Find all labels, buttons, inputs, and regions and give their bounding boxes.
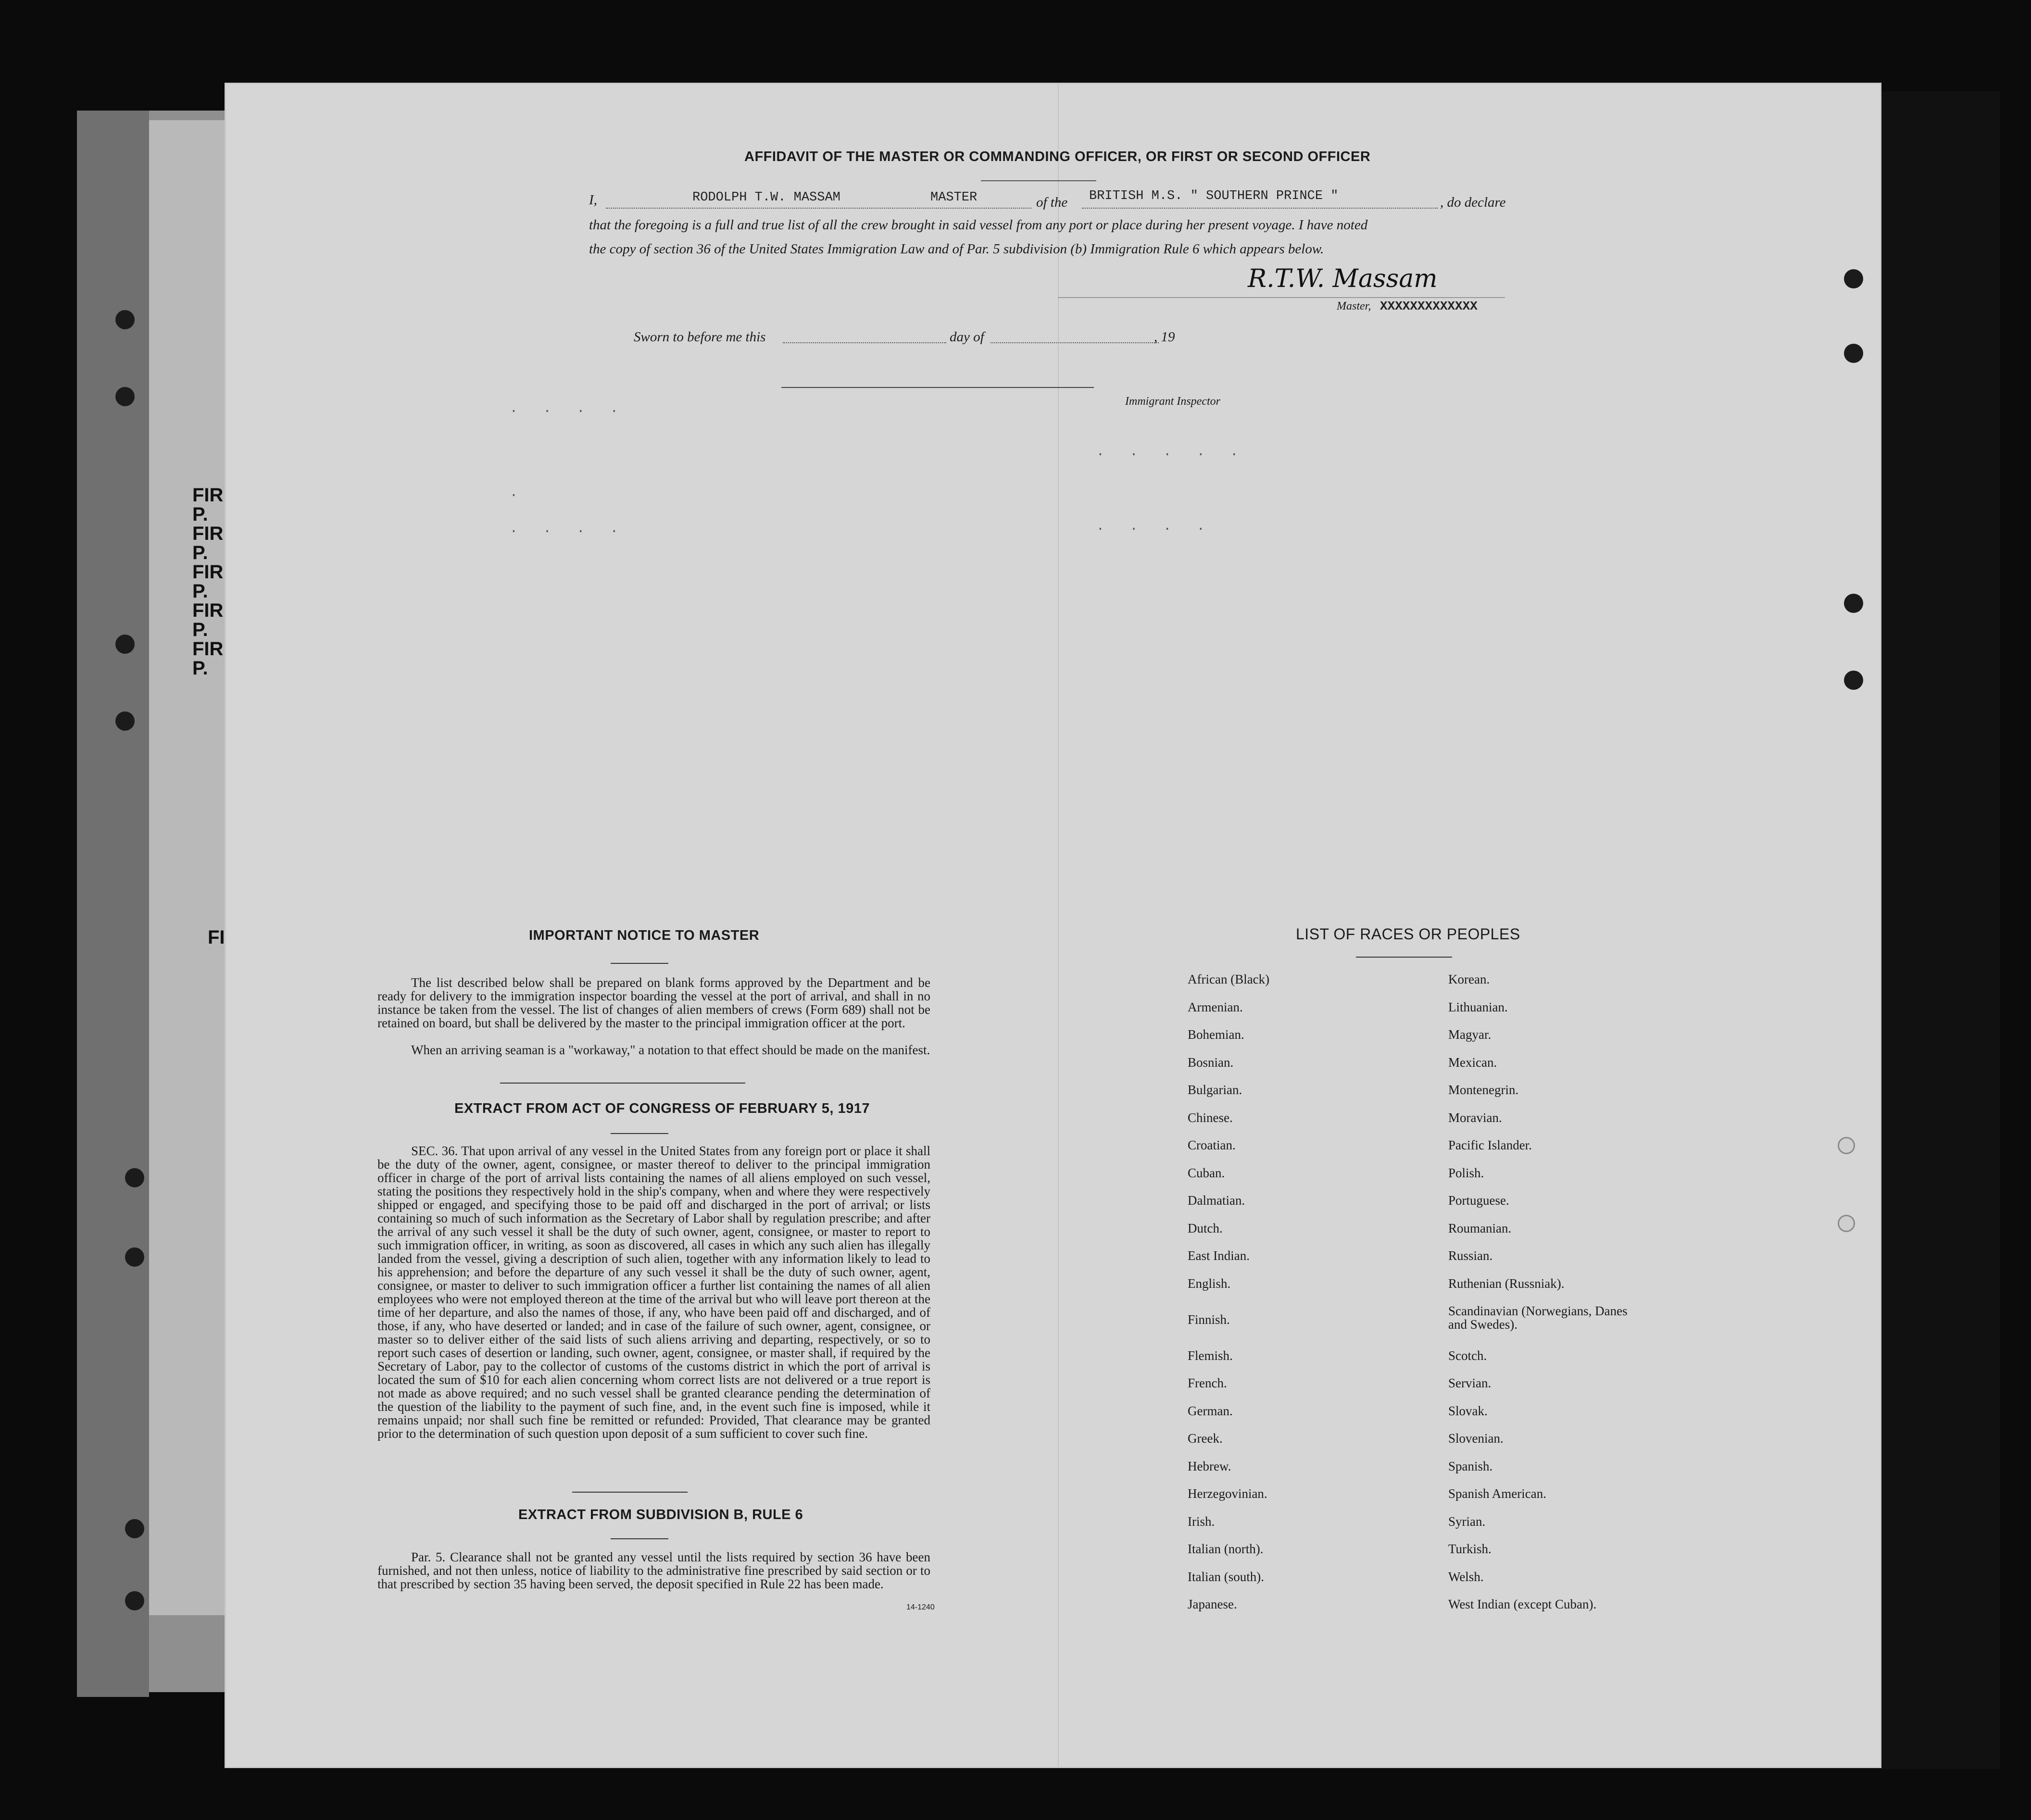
affidavit-title: AFFIDAVIT OF THE MASTER OR COMMANDING OFFICER, OR FIRST OR SECOND OFFICER	[744, 149, 1371, 164]
year-label: , 19	[1154, 329, 1175, 345]
divider	[611, 1538, 668, 1539]
race-item: Greek.	[1188, 1431, 1223, 1446]
master-name: RODOLPH T.W. MASSAM	[692, 190, 840, 205]
punch-hole	[1844, 594, 1863, 613]
act-extract-text: SEC. 36. That upon arrival of any vessel in the United States from any foreign port or place it shall be the duty of the owner, agent, consignee, or master thereof to deliver to the principal immigration officer in charge of the port of arrival lists containing the names of all aliens employed on such vessel, stating the positions they respectively hold in the ship's company, when and where they were respectively shipped or engaged, and specifying those to be paid off and discharged in the port of arrival; or lists containing so much of such information as the Secretary of Labor shall by regulation prescribe; and after the arrival of any such vessel it shall be the duty of such owner, agent, consignee, or master to report to such immigration officer, in writing, as soon as discovered, all cases in which any such alien has illegally landed from the vessel, giving a description of such alien, together with any information likely to lead to his apprehension; and before the departure of any such vessel it shall be the duty of such owner, agent, consignee, or master to deliver to such immigration officer a further list containing the names of all alien employees who were not employed thereon at the time of the arrival but who will leave port thereon at the time of her departure, and also the names of those, if any, who have been paid off and discharged, and of those, if any, who have deserted or landed; and in case of the failure of such owner, agent, consignee, or master so to deliver either of the said lists of such aliens arriving and departing, respectively, or so to report such cases of desertion or landing, such owner, agent, consignee, or master shall, if required by the Secretary of Labor, pay to the collector of customs of the customs district in which the port of arrival is located the sum of $10 for each alien concerning whom correct lists are not delivered or a true report is not made as above required; and no such vessel shall be granted clearance pending the determination of the question of the liability to the payment of such fine, and, in the event such fine is imposed, while it remains unpaid; nor shall such fine be remitted or refunded: Provided, That clearance may be granted prior to the determination of such question upon deposit of a sum sufficient to cover such fine.	[377, 1144, 930, 1441]
day-of-label: day of	[950, 329, 984, 345]
race-item: Spanish.	[1448, 1458, 1493, 1473]
binder-hole	[125, 1247, 144, 1267]
race-item: Finnish.	[1188, 1312, 1230, 1327]
race-item: Moravian.	[1448, 1110, 1502, 1125]
race-item: Russian.	[1448, 1248, 1493, 1263]
rule-extract-text: Par. 5. Clearance shall not be granted any vessel until the lists required by section 36 have been furnished, and not then unless, notice of liability to the administrative fine prescribed by said section or to that prescribed by section 35 having been served, the deposit specified in Rule 22 has been made.	[377, 1550, 930, 1591]
races-title: LIST OF RACES OR PEOPLES	[1296, 925, 1520, 943]
divider	[611, 1133, 668, 1134]
affidavit-line-3: the copy of section 36 of the United States Immigration Law and of Par. 5 subdivision (b) Immigration Rule 6 which appears below.	[589, 241, 1324, 257]
divider	[572, 1492, 688, 1493]
race-item: Armenian.	[1188, 999, 1243, 1014]
affidavit-line-2: that the foregoing is a full and true list of all the crew brought in said vessel from any port or place during her present voyage. I have noted	[589, 217, 1368, 233]
vessel-line	[1082, 208, 1438, 209]
ruled-dots: . . . .	[510, 522, 627, 536]
master-signature: R.T.W. Massam	[1248, 264, 1438, 293]
underlying-page-fragment: FIR P. FIR P. FIR P. FIR P. FIR P.	[192, 485, 224, 679]
race-item: Flemish.	[1188, 1348, 1233, 1363]
punch-hole	[1844, 344, 1863, 363]
divider	[611, 963, 668, 964]
sworn-month-line	[990, 342, 1159, 343]
rule-extract-title: EXTRACT FROM SUBDIVISION B, RULE 6	[518, 1507, 803, 1522]
torn-edge	[1880, 91, 2000, 1769]
race-item: Dalmatian.	[1188, 1193, 1245, 1208]
form-number: 14-1240	[906, 1603, 935, 1611]
race-item: Cuban.	[1188, 1165, 1225, 1180]
notice-paragraph-2: When an arriving seaman is a "workaway," a notation to that effect should be made on the manifest.	[411, 1043, 930, 1057]
race-item: Spanish American.	[1448, 1486, 1546, 1501]
race-item: Dutch.	[1188, 1221, 1223, 1235]
ruled-dots: . . . .	[510, 401, 627, 416]
punch-hole	[1838, 1215, 1855, 1232]
race-item: Portuguese.	[1448, 1193, 1509, 1208]
signature-line	[1058, 297, 1505, 298]
punch-hole	[1838, 1137, 1855, 1154]
race-item: Syrian.	[1448, 1514, 1486, 1529]
punch-hole	[1844, 671, 1863, 690]
race-item: Polish.	[1448, 1165, 1484, 1180]
divider	[500, 1083, 745, 1084]
race-item: Ruthenian (Russniak).	[1448, 1276, 1565, 1291]
race-item: Bulgarian.	[1188, 1083, 1242, 1097]
act-extract-title: EXTRACT FROM ACT OF CONGRESS OF FEBRUARY 5, 1917	[454, 1101, 870, 1116]
race-list-col-1	[1188, 972, 1269, 1625]
do-declare-label: , do declare	[1440, 195, 1506, 210]
race-item: German.	[1188, 1403, 1233, 1418]
race-item: African (Black)	[1188, 972, 1270, 986]
race-item: Mexican.	[1448, 1055, 1497, 1070]
race-item: West Indian (except Cuban).	[1448, 1597, 1597, 1611]
master-label: Master,	[1337, 300, 1371, 312]
race-item: Bohemian.	[1188, 1027, 1244, 1042]
ruled-dots: .	[510, 486, 527, 500]
race-item: Servian.	[1448, 1376, 1492, 1390]
race-item: English.	[1188, 1276, 1231, 1291]
binder-hole	[125, 1168, 144, 1187]
race-item: Korean.	[1448, 972, 1490, 986]
race-item: Turkish.	[1448, 1542, 1492, 1556]
race-item: Italian (north).	[1188, 1542, 1264, 1556]
divider	[1356, 957, 1452, 958]
sworn-day-line	[783, 342, 946, 343]
race-item: Roumanian.	[1448, 1221, 1512, 1235]
race-item: French.	[1188, 1376, 1227, 1390]
race-item: Bosnian.	[1188, 1055, 1234, 1070]
race-item: Slovenian.	[1448, 1431, 1504, 1446]
notice-title: IMPORTANT NOTICE TO MASTER	[529, 928, 760, 943]
inspector-label: Immigrant Inspector	[1125, 395, 1220, 408]
ruled-dots: . . . .	[1096, 519, 1214, 534]
race-item: Japanese.	[1188, 1597, 1237, 1611]
page-fold	[1058, 84, 1059, 1767]
race-item: Chinese.	[1188, 1110, 1233, 1125]
binder-hole	[115, 635, 135, 654]
race-item: Pacific Islander.	[1448, 1138, 1532, 1152]
race-item: Italian (south).	[1188, 1569, 1264, 1584]
race-item: Herzegovinian.	[1188, 1486, 1267, 1501]
race-item: Irish.	[1188, 1514, 1215, 1529]
race-item: Scandinavian (Norwegians, Danes and Swedes).	[1448, 1304, 1628, 1332]
binder-hole	[115, 711, 135, 731]
punch-hole	[1844, 269, 1863, 288]
race-list-col-2	[1448, 972, 1641, 1625]
race-item: East Indian.	[1188, 1248, 1250, 1263]
vessel-name: BRITISH M.S. " SOUTHERN PRINCE "	[1089, 189, 1339, 203]
race-item: Lithuanian.	[1448, 999, 1508, 1014]
race-item: Montenegrin.	[1448, 1083, 1519, 1097]
race-item: Croatian.	[1188, 1138, 1236, 1152]
rank: MASTER	[930, 190, 978, 205]
binder-hole	[125, 1519, 144, 1538]
i-label: I,	[589, 192, 597, 208]
binder-hole	[115, 310, 135, 329]
struck-title: XXXXXXXXXXXXX	[1380, 299, 1478, 313]
notice-paragraph-1: The list described below shall be prepared on blank forms approved by the Department and be ready for delivery to the immigration inspector boarding the vessel at the port of arrival, and shall in no instance be taken from the vessel. The list of changes of alien members of crews (Form 689) shall not be retained on board, but shall be delivered by the master to the principal immigration officer at the port.	[377, 975, 930, 1030]
race-item: Welsh.	[1448, 1569, 1484, 1584]
inspector-signature-line	[781, 387, 1094, 388]
name-line	[606, 208, 1031, 209]
race-item: Magyar.	[1448, 1027, 1492, 1042]
binder-hole	[125, 1591, 144, 1610]
race-item: Scotch.	[1448, 1348, 1487, 1363]
race-item: Hebrew.	[1188, 1458, 1231, 1473]
binder-hole	[115, 387, 135, 406]
of-the-label: of the	[1036, 195, 1068, 210]
race-item: Slovak.	[1448, 1403, 1488, 1418]
divider	[981, 180, 1096, 181]
binder-strip	[77, 111, 149, 1697]
sworn-label: Sworn to before me this	[634, 329, 766, 345]
underlying-page-fragment: FI	[208, 927, 225, 948]
ruled-dots: . . . . .	[1096, 445, 1247, 460]
